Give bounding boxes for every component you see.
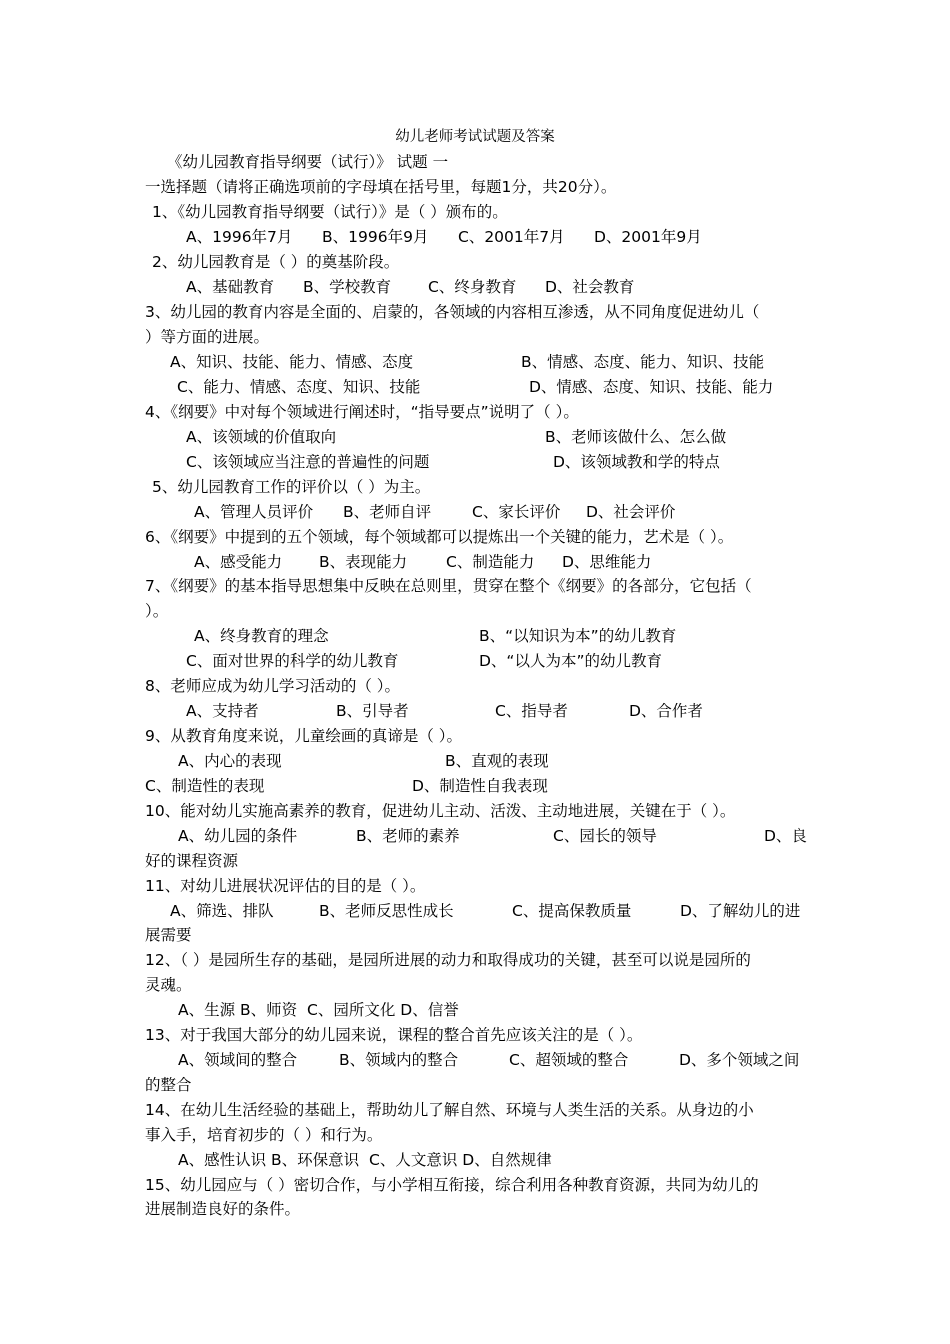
question-11-option-d: D、了解幼儿的进 xyxy=(680,902,801,920)
question-13-stem: 13、对于我国大部分的幼儿园来说，课程的整合首先应该关注的是（ ）。 xyxy=(145,1026,643,1044)
question-7-option-c: C、面对世界的科学的幼儿教育 xyxy=(186,652,399,670)
question-12-options: A、生源 B、师资 C、园所文化 D、信誉 xyxy=(178,1001,459,1019)
question-1-stem: 1、《幼儿园教育指导纲要（试行）》是（ ）颁布的。 xyxy=(152,203,508,221)
question-2-option-a: A、基础教育 xyxy=(186,278,275,296)
question-11-option-c: C、提高保教质量 xyxy=(512,902,632,920)
question-11-stem: 11、对幼儿进展状况评估的目的是（ ）。 xyxy=(145,877,426,895)
question-3-option-b: B、情感、态度、能力、知识、技能 xyxy=(521,353,765,371)
question-13-option-c: C、超领域的整合 xyxy=(509,1051,629,1069)
question-4-option-a: A、该领域的价值取向 xyxy=(186,428,337,446)
question-8-option-a: A、支持者 xyxy=(186,702,259,720)
question-10-stem: 10、能对幼儿实施高素养的教育，促进幼儿主动、活泼、主动地进展，关键在于（ ）。 xyxy=(145,802,736,820)
question-7-option-d: D、“以人为本”的幼儿教育 xyxy=(479,652,662,670)
question-4-option-b: B、老师该做什么、怎么做 xyxy=(545,428,727,446)
question-14-stem-line-2: 事入手，培育初步的（ ）和行为。 xyxy=(145,1126,383,1144)
question-1-option-b: B、1996年9月 xyxy=(322,228,429,246)
question-2-stem: 2、幼儿园教育是（ ）的奠基阶段。 xyxy=(152,253,400,271)
question-7-option-b: B、“以知识为本”的幼儿教育 xyxy=(479,627,677,645)
question-14-stem-line-1: 14、在幼儿生活经验的基础上，帮助幼儿了解自然、环境与人类生活的关系。从身边的小 xyxy=(145,1101,754,1119)
question-9-option-a: A、内心的表现 xyxy=(178,752,282,770)
question-13-option-a: A、领域间的整合 xyxy=(178,1051,298,1069)
question-9-option-d: D、制造性自我表现 xyxy=(412,777,548,795)
question-7-option-a: A、终身教育的理念 xyxy=(194,627,329,645)
question-10-option-c: C、园长的领导 xyxy=(553,827,657,845)
question-3-option-d: D、情感、态度、知识、技能、能力 xyxy=(529,378,774,396)
question-10-option-d: D、良 xyxy=(764,827,807,845)
question-6-option-b: B、表现能力 xyxy=(319,553,408,571)
question-2-option-d: D、社会教育 xyxy=(545,278,635,296)
question-5-option-a: A、管理人员评价 xyxy=(194,503,314,521)
question-8-option-c: C、指导者 xyxy=(495,702,568,720)
question-2-option-b: B、学校教育 xyxy=(303,278,392,296)
question-7-stem-line-2: ）。 xyxy=(145,602,169,620)
question-1-option-a: A、1996年7月 xyxy=(186,228,293,246)
question-9-stem: 9、从教育角度来说，儿童绘画的真谛是（ ）。 xyxy=(145,727,463,745)
question-3-option-c: C、能力、情感、态度、知识、技能 xyxy=(177,378,421,396)
question-8-stem: 8、老师应成为幼儿学习活动的（ ）。 xyxy=(145,677,401,695)
question-10-option-a: A、幼儿园的条件 xyxy=(178,827,298,845)
section-title: 《幼儿园教育指导纲要（试行）》 试题 一 xyxy=(167,153,449,171)
question-6-option-d: D、思维能力 xyxy=(562,553,652,571)
question-10-option-d-continued: 好的课程资源 xyxy=(145,852,239,870)
question-5-stem: 5、幼儿园教育工作的评价以（ ）为主。 xyxy=(152,478,431,496)
question-11-option-b: B、老师反思性成长 xyxy=(319,902,454,920)
question-3-option-a: A、知识、技能、能力、情感、态度 xyxy=(170,353,414,371)
question-14-options: A、感性认识 B、环保意识 C、人文意识 D、自然规律 xyxy=(178,1151,552,1169)
question-5-option-d: D、社会评价 xyxy=(586,503,676,521)
question-11-option-a: A、筛选、排队 xyxy=(170,902,274,920)
question-4-option-c: C、该领域应当注意的普遍性的问题 xyxy=(186,453,430,471)
question-10-option-b: B、老师的素养 xyxy=(356,827,460,845)
question-6-option-a: A、感受能力 xyxy=(194,553,283,571)
instructions: 一选择题（请将正确选项前的字母填在括号里，每题1分，共20分）。 xyxy=(145,178,617,196)
question-11-option-d-continued: 展需要 xyxy=(145,926,192,944)
question-7-stem-line-1: 7、《纲要》的基本指导思想集中反映在总则里，贯穿在整个《纲要》的各部分，它包括（ xyxy=(145,577,752,595)
question-6-stem: 6、《纲要》中提到的五个领域，每个领域都可以提炼出一个关键的能力，艺术是（ ）。 xyxy=(145,528,734,546)
question-13-option-d: D、多个领域之间 xyxy=(679,1051,800,1069)
question-8-option-d: D、合作者 xyxy=(629,702,703,720)
question-15-stem-line-2: 进展制造良好的条件。 xyxy=(145,1200,301,1218)
question-9-option-b: B、直观的表现 xyxy=(445,752,549,770)
question-13-option-d-continued: 的整合 xyxy=(145,1076,192,1094)
document-title: 幼儿老师考试试题及答案 xyxy=(395,129,555,145)
question-1-option-c: C、2001年7月 xyxy=(458,228,565,246)
question-8-option-b: B、引导者 xyxy=(336,702,409,720)
question-9-option-c: C、制造性的表现 xyxy=(145,777,265,795)
question-12-stem-line-2: 灵魂。 xyxy=(145,976,192,994)
question-6-option-c: C、制造能力 xyxy=(446,553,535,571)
question-5-option-b: B、老师自评 xyxy=(343,503,432,521)
question-3-stem-line-2: ）等方面的进展。 xyxy=(145,328,270,346)
question-2-option-c: C、终身教育 xyxy=(428,278,517,296)
question-12-stem-line-1: 12、（ ）是园所生存的基础，是园所进展的动力和取得成功的关键，甚至可以说是园所的 xyxy=(145,951,751,969)
question-1-option-d: D、2001年9月 xyxy=(594,228,702,246)
question-4-stem: 4、《纲要》中对每个领域进行阐述时，“指导要点”说明了（ ）。 xyxy=(145,403,579,421)
question-3-stem-line-1: 3、幼儿园的教育内容是全面的、启蒙的，各领域的内容相互渗透，从不同角度促进幼儿（ xyxy=(145,303,760,321)
question-15-stem-line-1: 15、幼儿园应与（ ）密切合作，与小学相互衔接，综合利用各种教育资源，共同为幼儿的 xyxy=(145,1176,759,1194)
question-13-option-b: B、领域内的整合 xyxy=(339,1051,459,1069)
question-4-option-d: D、该领域教和学的特点 xyxy=(553,453,720,471)
question-5-option-c: C、家长评价 xyxy=(472,503,561,521)
